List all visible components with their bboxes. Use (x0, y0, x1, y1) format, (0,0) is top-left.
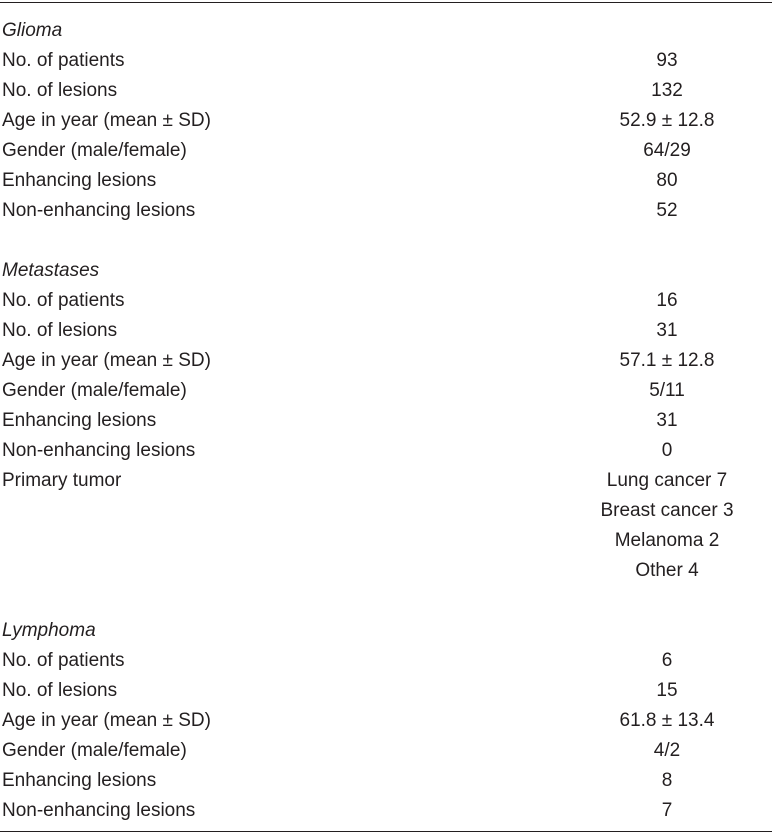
row-value (562, 136, 772, 166)
row-value (562, 346, 772, 376)
table-row (0, 766, 772, 796)
table-row (0, 136, 772, 166)
row-value (562, 796, 772, 826)
row-value (562, 76, 772, 106)
row-value (562, 286, 772, 316)
row-value-line: 16 (656, 290, 678, 311)
row-label: Age in year (mean ± SD) (2, 710, 211, 731)
table-row (0, 286, 772, 316)
row-label: Non-enhancing lesions (2, 440, 196, 461)
row-value-line: 4/2 (653, 740, 681, 761)
row-value-line: 93 (656, 50, 678, 71)
row-label: No. of patients (2, 290, 125, 311)
table-section (0, 16, 772, 226)
row-value-line: 52 (656, 200, 678, 221)
table-row (0, 106, 772, 136)
table-top-rule (0, 2, 772, 3)
row-value (562, 196, 772, 226)
table-row (0, 376, 772, 406)
table-section (0, 256, 772, 586)
row-value-line: 0 (661, 440, 673, 461)
row-value-line: 31 (656, 410, 678, 431)
table-row (0, 76, 772, 106)
row-label: Non-enhancing lesions (2, 800, 196, 821)
row-value-line: 61.8 ± 13.4 (619, 710, 715, 731)
row-label: No. of lesions (2, 80, 118, 101)
section-title: Glioma (2, 20, 63, 41)
row-value-line: 7 (661, 800, 673, 821)
row-value (562, 706, 772, 736)
row-value (562, 406, 772, 436)
row-value (562, 676, 772, 706)
row-value-line: 64/29 (643, 140, 691, 161)
table-row (0, 646, 772, 676)
row-value (562, 766, 772, 796)
row-label: Non-enhancing lesions (2, 200, 196, 221)
table-row (0, 316, 772, 346)
row-value-line: 15 (656, 680, 678, 701)
table-row (0, 346, 772, 376)
row-label: Primary tumor (2, 470, 122, 491)
table-row (0, 676, 772, 706)
row-label: Gender (male/female) (2, 740, 187, 761)
row-value-line: 52.9 ± 12.8 (619, 110, 715, 131)
row-value (562, 436, 772, 466)
table-row (0, 406, 772, 436)
row-label: No. of patients (2, 650, 125, 671)
row-label: Enhancing lesions (2, 170, 157, 191)
row-value-line: 8 (661, 770, 673, 791)
section-title: Metastases (2, 260, 100, 281)
row-label: No. of patients (2, 50, 125, 71)
row-label: Gender (male/female) (2, 140, 187, 161)
row-value (562, 736, 772, 766)
table-row (0, 796, 772, 826)
table-section (0, 616, 772, 826)
row-value-line: Breast cancer 3 (600, 500, 734, 521)
row-value (562, 466, 772, 586)
row-label: Age in year (mean ± SD) (2, 110, 211, 131)
table-row (0, 436, 772, 466)
row-label: Enhancing lesions (2, 770, 157, 791)
row-value-line: 31 (656, 320, 678, 341)
row-label: Gender (male/female) (2, 380, 187, 401)
table-row (0, 166, 772, 196)
table-body (0, 16, 772, 826)
section-title: Lymphoma (2, 620, 96, 641)
row-value-line: 57.1 ± 12.8 (619, 350, 715, 371)
row-value (562, 106, 772, 136)
table-row (0, 196, 772, 226)
row-value-line: Lung cancer 7 (606, 470, 728, 491)
row-value (562, 376, 772, 406)
table-bottom-rule (0, 831, 772, 832)
row-label: Enhancing lesions (2, 410, 157, 431)
row-value-line: Other 4 (635, 560, 699, 581)
row-label: Age in year (mean ± SD) (2, 350, 211, 371)
row-value-line: Melanoma 2 (614, 530, 720, 551)
row-label: No. of lesions (2, 680, 118, 701)
row-value (562, 46, 772, 76)
row-value-line: 6 (661, 650, 673, 671)
row-value-line: 80 (656, 170, 678, 191)
row-value (562, 646, 772, 676)
row-value-line: 132 (651, 80, 683, 101)
row-value-line: 5/11 (649, 380, 685, 401)
row-label: No. of lesions (2, 320, 118, 341)
table-row (0, 736, 772, 766)
row-value (562, 166, 772, 196)
table-row (0, 46, 772, 76)
table-row (0, 466, 772, 586)
table-row (0, 706, 772, 736)
row-value (562, 316, 772, 346)
